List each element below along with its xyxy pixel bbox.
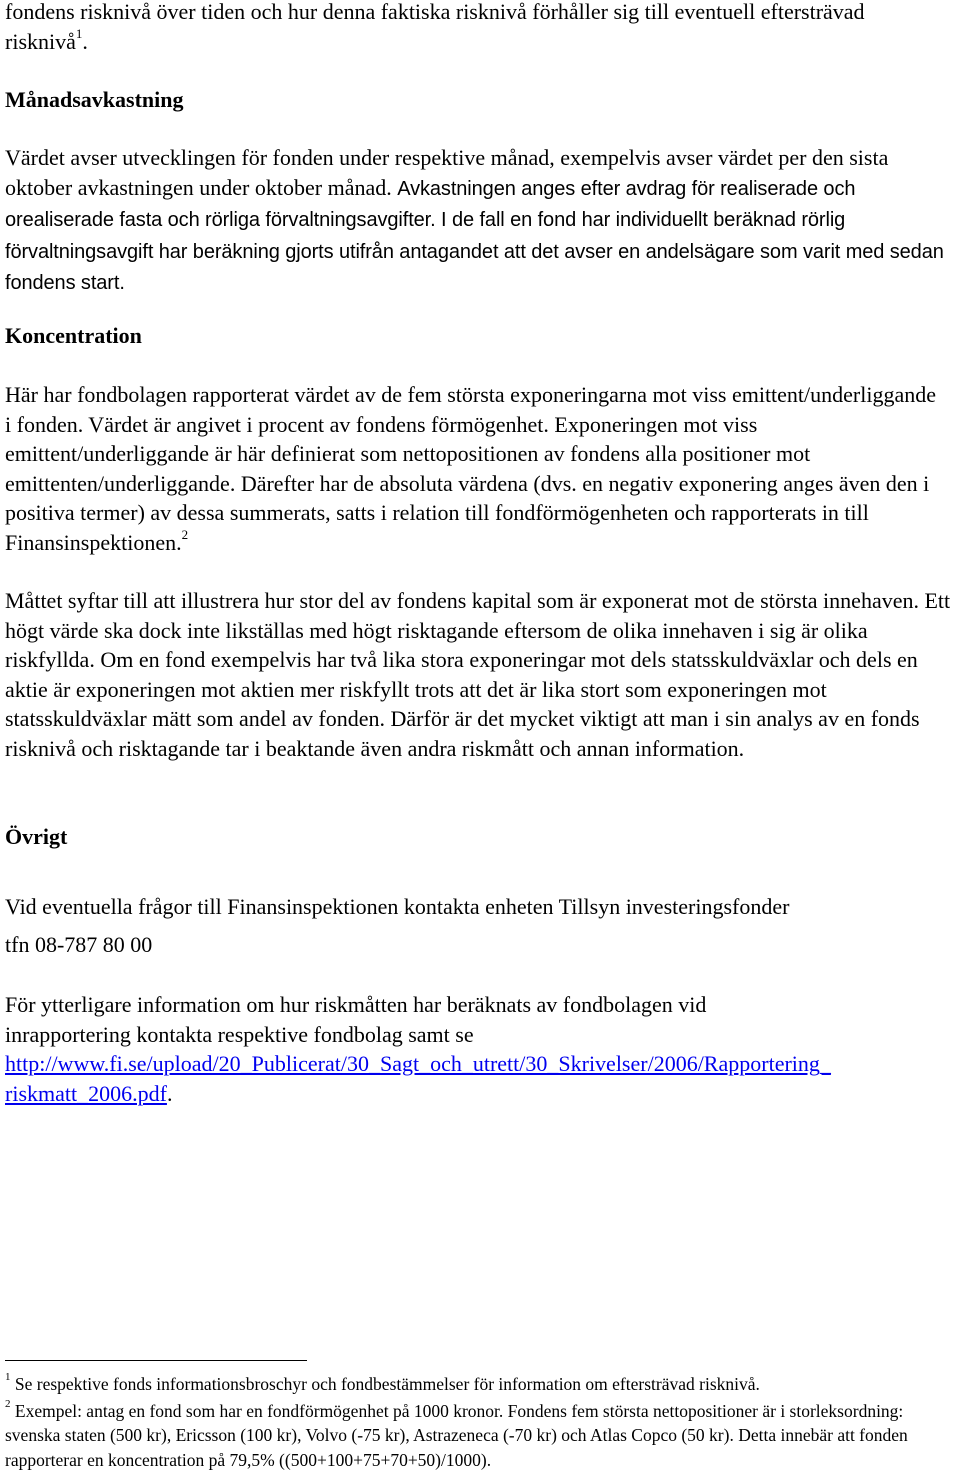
intro-paragraph: fondens risknivå över tiden och hur denna faktiska risknivå förhåller sig till eventuell eftersträvad risknivå$^1$. — [5, 0, 865, 54]
footnote-2-number: 2 — [5, 1397, 11, 1410]
ovrigt-contact: Vid eventuella frågor till Finansinspektionen kontakta enheten Tillsyn investeringsfonder — [5, 894, 790, 919]
ovrigt-more-info-text: För ytterligare information om hur riskmåtten har beräknats av fondbolagen vid inrapportering kontakta respektive fondbolag samt se — [5, 992, 707, 1047]
heading-koncentration: Koncentration — [5, 323, 142, 348]
heading-ovrigt: Övrigt — [5, 824, 68, 849]
koncentration-paragraph-1 — [5, 380, 940, 557]
footnote-1-number: 1 — [5, 1371, 11, 1384]
riskmatt-pdf-link[interactable]: http://www.fi.se/upload/20_Publicerat/30_Sagt_och_utrett/30_Skrivelser/2006/Rapportering_ riskmatt_2006.pdf — [5, 1051, 831, 1106]
intro-text: fondens risknivå över tiden och hur denna faktiska risknivå förhåller sig till eventuell eftersträvad risknivå — [5, 0, 865, 54]
manadsavkastning-text-serif: Värdet avser utvecklingen för fonden under respektive månad, exempelvis avser värdet per den sista oktober avkastningen under oktober månad. — [5, 145, 889, 200]
manadsavkastning-text-sans: Avkastningen anges efter avdrag för realiserade och orealiserade fasta och rörliga förvaltningsavgifter. I de fall en fond har individuellt beräknad rörlig förvaltningsavgift har beräkning gjorts utifrån antagandet att det avser en andelsägare som varit med sedan fondens start. — [5, 177, 944, 294]
manadsavkastning-paragraph — [5, 143, 950, 299]
ovrigt-more-info: För ytterligare information om hur riskmåtten har beräknats av fondbolagen vid inrapportering kontakta respektive fondbolag samt se http://www.fi.se/upload/20_Publicerat/30_Sagt_och_utrett/30_Skrivelser/2006/Rapportering_ riskmatt_2006.pdf. — [5, 992, 831, 1106]
heading-manadsavkastning: Månadsavkastning — [5, 87, 184, 112]
koncentration-paragraph-2 — [5, 586, 960, 763]
footnote-1-text: Se respektive fonds informationsbroschyr och fondbestämmelser för information om eftersträvad risknivå. — [14, 1374, 760, 1394]
koncentration-text-1: Här har fondbolagen rapporterat värdet av de fem största exponeringarna mot viss emittent/underliggande i fonden. Värdet är angivet i procent av fondens förmögenhet. Exponeringen mot viss emittent/underliggande är här definierat som nettopositionen av fondens alla positioner mot emittenten/underliggande. Därefter har de absoluta värdena (dvs. en negativ exponering anges även den i positiva termer) av dessa summerats, satts i relation till fondförmögenheten och rapporterats in till Finansinspektionen. — [5, 382, 937, 555]
footnote-1 — [5, 1372, 950, 1397]
footnote-2 — [5, 1399, 950, 1473]
footnote-2-text: Exempel: antag en fond som har en fondförmögenhet på 1000 kronor. Fondens fem största nettopositioner är i storleksordning: svenska staten (500 kr), Ericsson (100 kr), Volvo (-75 kr), Astrazeneca (-70 kr) och Atlas Copco (50 kr). Detta innebär att fonden rapporterar en koncentration på 79,5% ((500+100+75+70+50)/1000). — [5, 1400, 908, 1470]
footnote-separator — [5, 1360, 307, 1361]
footnote-ref-2[interactable]: 2 — [181, 527, 189, 543]
footnote-ref-1[interactable]: 1 — [75, 26, 83, 42]
koncentration-text-2: Måttet syftar till att illustrera hur stor del av fondens kapital som är exponerat mot de största innehaven. Ett högt värde ska dock inte likställas med högt risktagande eftersom de olika innehaven i sig är olika riskfyllda. Om en fond exempelvis har två lika stora exponeringar mot dels statsskuldväxlar och dels en aktie är exponeringen mot aktien mer riskfyllt trots att det är lika stort som exponeringen mot statsskuldväxlar mätt som andel av fonden. Därför är det mycket viktigt att man i sin analys av en fonds risknivå och risktagande tar i beaktande även andra riskmått och annan information. — [5, 588, 951, 761]
footnotes — [5, 1372, 950, 1472]
ovrigt-phone: tfn 08-787 80 00 — [5, 932, 153, 957]
